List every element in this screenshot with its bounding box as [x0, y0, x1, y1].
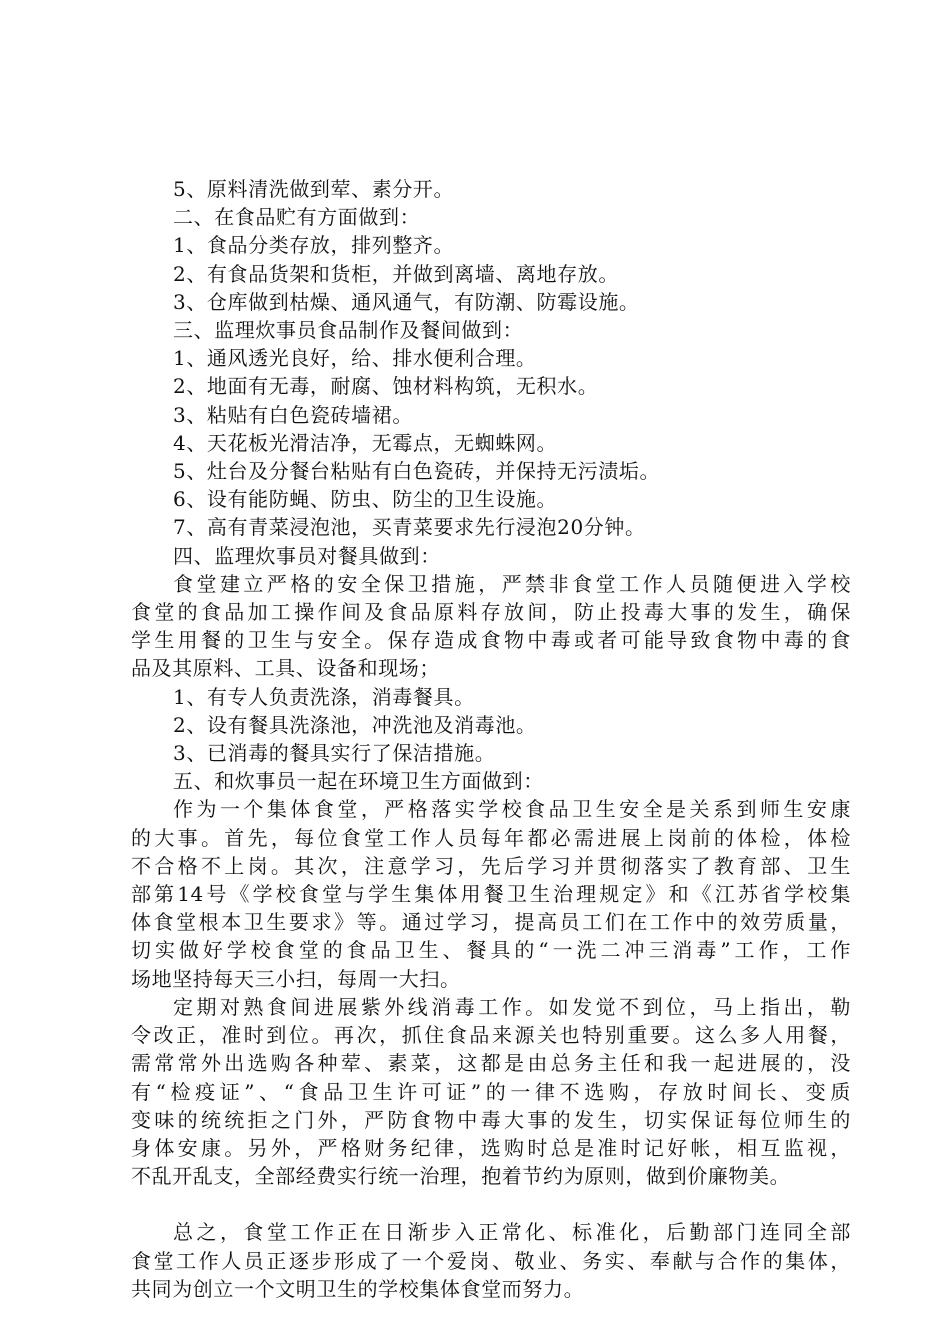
- list-item: 3、已消毒的餐具实行了保洁措施。: [173, 741, 496, 766]
- paragraph-line: 不合格不上岗。其次，注意学习，先后学习并贯彻落实了教育部、卫生: [131, 853, 851, 878]
- paragraph-line: 总之，食堂工作正在日渐步入正常化、标准化，后勤部门连同全部: [173, 1220, 851, 1245]
- section-heading: 四、监理炊事员对餐具做到：: [173, 543, 441, 568]
- paragraph-line: 食堂的食品加工操作间及食品原料存放间，防止投毒大事的发生，确保: [131, 600, 851, 625]
- paragraph-conclusion: [131, 1218, 851, 1303]
- paragraph-spacer: [131, 1190, 851, 1218]
- paragraph-line: 场地坚持每天三小扫，每周一大扫。: [131, 966, 461, 991]
- paragraph-line: 作为一个集体食堂，严格落实学校食品卫生安全是关系到师生安康: [173, 797, 851, 822]
- paragraph-line: 共同为创立一个文明卫生的学校集体食堂而努力。: [131, 1276, 585, 1301]
- list-item: 1、食品分类存放，排列整齐。: [173, 233, 455, 258]
- paragraph-line: 切实做好学校食堂的食品卫生、餐具的“一洗二冲三消毒”工作，工作: [131, 938, 851, 963]
- paragraph-line: 部第14号《学校食堂与学生集体用餐卫生治理规定》和《江苏省学校集: [131, 882, 851, 907]
- list-item: 3、仓库做到枯燥、通风通气，有防潮、防霉设施。: [173, 289, 640, 314]
- paragraph-line: 需常常外出选购各种荤、素菜，这都是由总务主任和我一起进展的，没: [131, 1051, 851, 1076]
- paragraph-line: 令改正，准时到位。再次，抓住食品来源关也特别重要。这么多人用餐，: [131, 1023, 851, 1048]
- paragraph-line: 食堂建立严格的安全保卫措施，严禁非食堂工作人员随便进入学校: [173, 571, 851, 596]
- list-item: 4、天花板光滑洁净，无霉点，无蜘蛛网。: [173, 430, 558, 455]
- paragraph-line: 食堂工作人员正逐步形成了一个爱岗、敬业、务实、奉献与合作的集体，: [131, 1248, 851, 1273]
- paragraph-hygiene: [131, 795, 851, 992]
- list-item: 2、设有餐具洗涤池，冲洗池及消毒池。: [173, 712, 537, 737]
- paragraph-line: 有“检疫证”、“食品卫生许可证”的一律不选购，存放时间长、变质: [131, 1079, 851, 1104]
- list-item: 5、原料清洗做到荤、素分开。: [173, 177, 455, 201]
- list-item: 5、灶台及分餐台粘贴有白色瓷砖，并保持无污渍垢。: [173, 459, 661, 484]
- paragraph-line: 的大事。首先，每位食堂工作人员每年都必需进展上岗前的体检，体检: [131, 825, 851, 850]
- paragraph-line: 身体安康。另外，严格财务纪律，选购时总是准时记好帐，相互监视，: [131, 1135, 851, 1160]
- paragraph-disinfection: [131, 993, 851, 1190]
- list-item: 2、地面有无毒，耐腐、蚀材料构筑，无积水。: [173, 374, 599, 399]
- document-body: [131, 175, 851, 1303]
- section-heading: 三、监理炊事员食品制作及餐间做到：: [173, 318, 524, 343]
- list-item: 6、设有能防蝇、防虫、防尘的卫生设施。: [173, 487, 558, 512]
- section-heading: 五、和炊事员一起在环境卫生方面做到：: [173, 769, 544, 794]
- list-item: 2、有食品货架和货柜，并做到离墙、离地存放。: [173, 261, 619, 286]
- list-item: 7、高有青菜浸泡池，买青菜要求先行浸泡20分钟。: [173, 515, 646, 540]
- paragraph-line: 不乱开乱支，全部经费实行统一治理，抱着节约为原则，做到价廉物美。: [131, 1164, 791, 1189]
- paragraph-line: 学生用餐的卫生与安全。保存造成食物中毒或者可能导致食物中毒的食: [131, 628, 851, 653]
- paragraph-line: 品及其原料、工具、设备和现场；: [131, 656, 440, 681]
- paragraph-line: 变味的统统拒之门外，严防食物中毒大事的发生，切实保证每位师生的: [131, 1107, 851, 1132]
- list-item: 1、有专人负责洗涤，消毒餐具。: [173, 684, 475, 709]
- paragraph-line: 定期对熟食间进展紫外线消毒工作。如发觉不到位，马上指出，勒: [173, 994, 851, 1019]
- paragraph-security: [131, 570, 851, 683]
- section-heading: 二、在食品贮有方面做到：: [173, 205, 421, 230]
- list-item: 1、通风透光良好，给、排水便利合理。: [173, 346, 537, 371]
- list-item: 3、粘贴有白色瓷砖墙裙。: [173, 402, 413, 427]
- paragraph-line: 体食堂根本卫生要求》等。通过学习，提高员工们在工作中的效劳质量，: [131, 910, 851, 935]
